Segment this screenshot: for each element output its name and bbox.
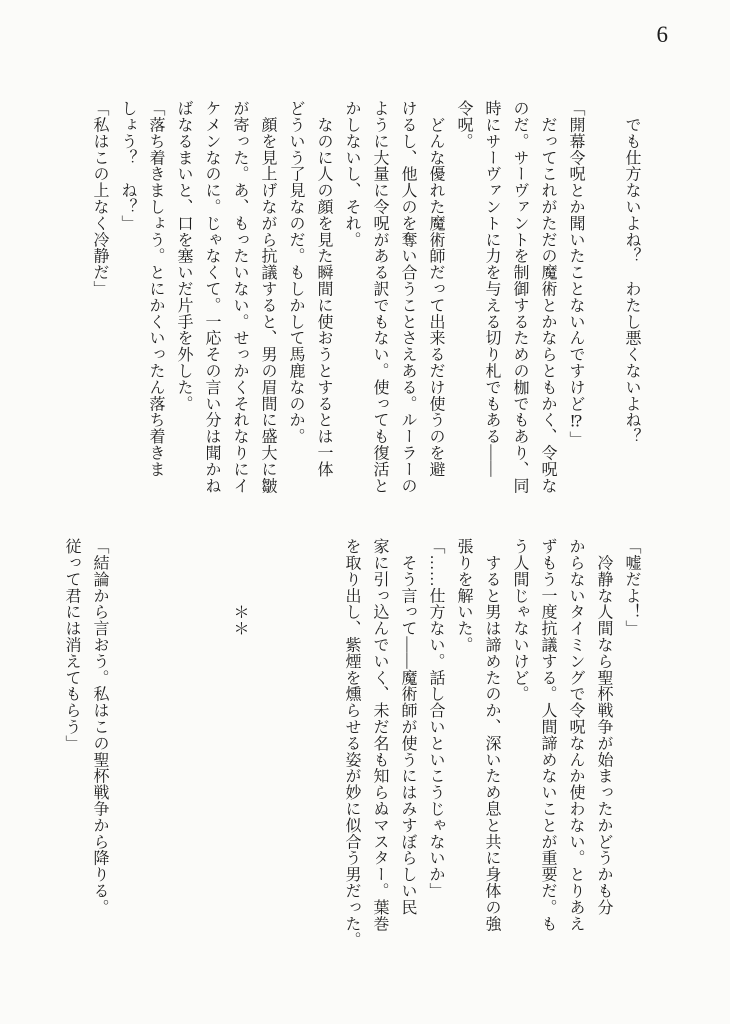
text-line: かしないし、それ。 [343,100,360,248]
text-line: でも仕方ないよね？ わたし悪くないよね？ [623,100,640,445]
text-line: 「私はこの上なく冷静だ」 [91,100,108,297]
text-line: を取り出し、紫煙を燻らせる姿が妙に似合う男だった。 [343,538,360,948]
text-line: 「開幕令呪とか聞いたことないんですけど⁉」 [567,100,584,448]
text-line: ばなるまいと、口を塞いだ片手を外した。 [175,100,192,412]
text-line [141,538,169,954]
text-line [281,538,309,954]
text-line [113,538,141,954]
text-line [309,538,337,954]
text-line: 張りを解いた。 [455,538,472,653]
text-line: すると男は諦めたのか、深いため息と共に身体の強 [483,538,500,932]
text-line [253,538,281,954]
text-line: う人間じゃないけど。 [511,538,528,702]
text-line: からないタイミングで令呪なんか使わない。とりあえ [567,538,584,932]
text-line: 「落ち着きましょう。とにかくいったん落ち着きま [147,100,164,478]
text-line: なのに人の顔を見た瞬間に使おうとするとは一体 [315,100,332,478]
text-line: ように大量に令呪がある訳でもない。使っても復活と [371,100,388,494]
text-line: 冷静な人間なら聖杯戦争が始まったかどうかも分 [595,538,612,916]
text-line [169,538,197,954]
text-line: 「嘘だよ！」 [623,538,640,637]
text-line: しょう？ ね？」 [119,100,136,232]
section-separator: ＊＊ [231,538,248,637]
text-line: けるし、他人のを奪い合うことさえある。ルーラーの [399,100,416,494]
text-line: どういう了見なのだ。もしかして馬鹿なのか。 [287,100,304,445]
text-line: のだ。サーヴァントを制御するための枷でもあり、同 [511,100,528,494]
text-line [589,100,617,500]
text-line: どんな優れた魔術師だって出来るだけ使うのを避 [427,100,444,478]
text-line: そう言って――魔術師が使うにはみすぼらしい民 [399,538,416,916]
text-line: 「結論から言おう。私はこの聖杯戦争から降りる。 [91,538,108,916]
text-line: 顔を見上げながら抗議すると、男の眉間に盛大に皺 [259,100,276,494]
text-line: 時にサーヴァントに力を与える切り札でもある―― [483,100,500,478]
text-line: ケメンなのに。じゃなくて。一応その言い分は聞かね [203,100,220,494]
text-line [197,538,225,954]
page-number: 6 [656,22,668,47]
text-block-bottom [57,538,645,954]
text-line: 従って君には消えてもらう」 [63,538,80,752]
text-line: ずもう一度抗議する。人間諦めないことが重要だ。も [539,538,556,932]
text-line: だってこれがただの魔術とかならともかく、令呪な [539,100,556,494]
text-line: 令呪。 [455,100,472,150]
text-block-top [85,100,645,500]
text-line: が寄った。あ、もったいない。せっかくそれなりにイ [231,100,248,494]
text-line: 「……仕方ない。話し合いといこうじゃないか」 [427,538,444,899]
text-line: 家に引っ込んでいく、未だ名も知らぬマスター。葉巻 [371,538,388,932]
